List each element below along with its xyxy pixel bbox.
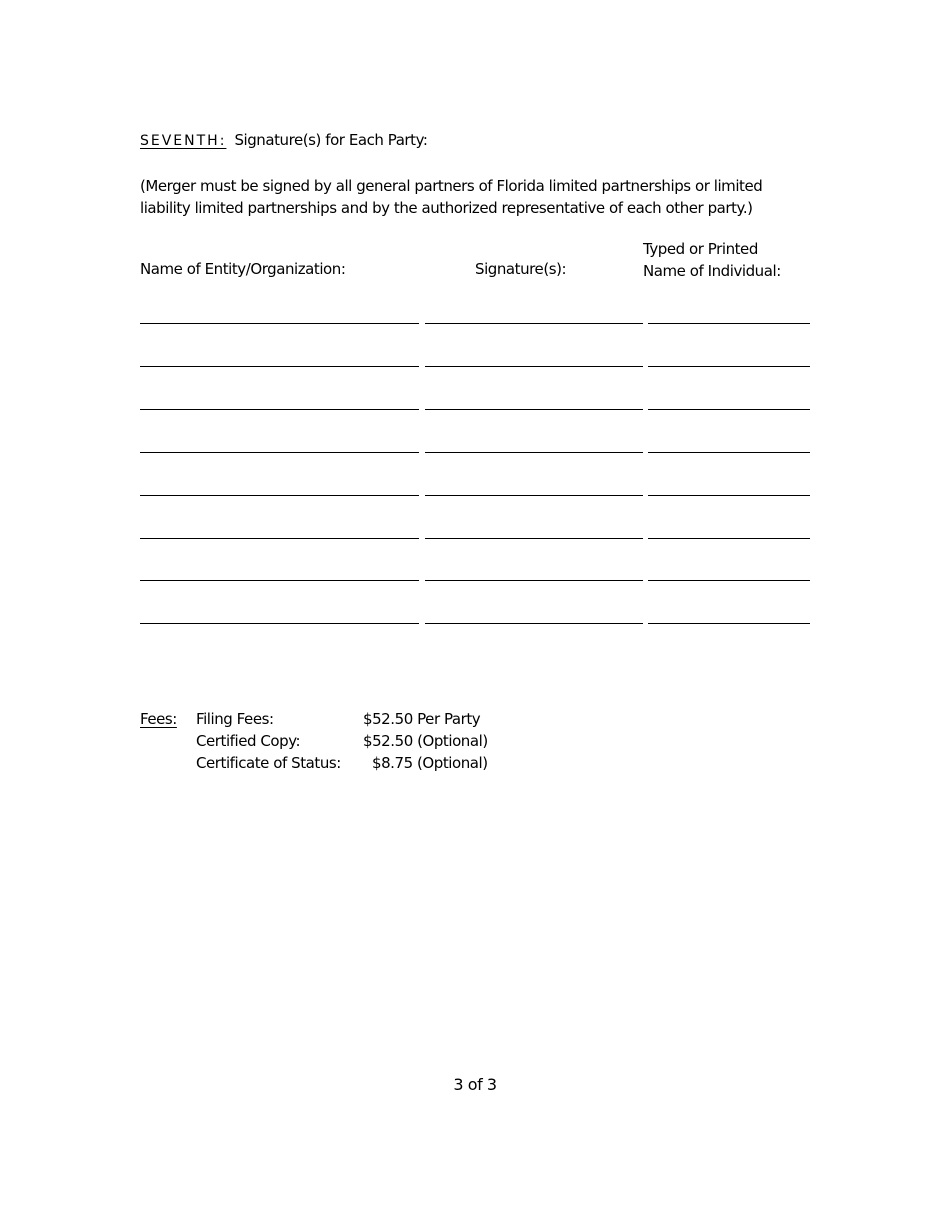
signature-line — [425, 580, 643, 581]
entity-name-line — [140, 538, 419, 539]
signature-row — [0, 366, 950, 367]
printed-name-line — [648, 623, 810, 624]
signature-row — [0, 409, 950, 410]
signature-line — [425, 623, 643, 624]
entity-name-line — [140, 409, 419, 410]
printed-name-line — [648, 452, 810, 453]
entity-name-line — [140, 580, 419, 581]
signature-line — [425, 323, 643, 324]
fee-amount: $8.75 (Optional) — [372, 754, 488, 772]
page-number: 3 of 3 — [453, 1075, 497, 1094]
signing-instruction — [140, 175, 820, 219]
instruction-line-1: (Merger must be signed by all general partners of Florida limited partnerships or limited — [140, 177, 763, 195]
fees-label: Fees: — [140, 710, 177, 728]
fee-description: Filing Fees: — [196, 710, 274, 728]
fee-amount: $52.50 (Optional) — [363, 732, 488, 750]
instruction-line-2: liability limited partnerships and by the authorized representative of each other party.) — [140, 199, 753, 217]
column-header-printed-name — [643, 238, 781, 282]
printed-name-line — [648, 538, 810, 539]
column-header-entity: Name of Entity/Organization: — [140, 260, 346, 278]
signature-row — [0, 623, 950, 624]
printed-name-line — [648, 409, 810, 410]
fee-amount: $52.50 Per Party — [363, 710, 481, 728]
signature-line — [425, 495, 643, 496]
entity-name-line — [140, 495, 419, 496]
entity-name-line — [140, 452, 419, 453]
column-header-printed-name-line-2: Name of Individual: — [643, 262, 781, 280]
printed-name-line — [648, 323, 810, 324]
signature-row — [0, 580, 950, 581]
signature-row — [0, 495, 950, 496]
fee-description: Certified Copy: — [196, 732, 301, 750]
signature-row — [0, 538, 950, 539]
fee-description: Certificate of Status: — [196, 754, 341, 772]
signature-line — [425, 538, 643, 539]
signature-line — [425, 366, 643, 367]
printed-name-line — [648, 366, 810, 367]
entity-name-line — [140, 623, 419, 624]
signature-row — [0, 452, 950, 453]
column-header-signature: Signature(s): — [475, 260, 567, 278]
printed-name-line — [648, 495, 810, 496]
entity-name-line — [140, 366, 419, 367]
signature-line — [425, 452, 643, 453]
section-label: SEVENTH: — [140, 133, 227, 149]
signature-row — [0, 323, 950, 324]
section-heading — [140, 131, 428, 149]
entity-name-line — [140, 323, 419, 324]
section-title: Signature(s) for Each Party: — [234, 131, 428, 149]
column-header-printed-name-line-1: Typed or Printed — [643, 240, 758, 258]
printed-name-line — [648, 580, 810, 581]
signature-line — [425, 409, 643, 410]
